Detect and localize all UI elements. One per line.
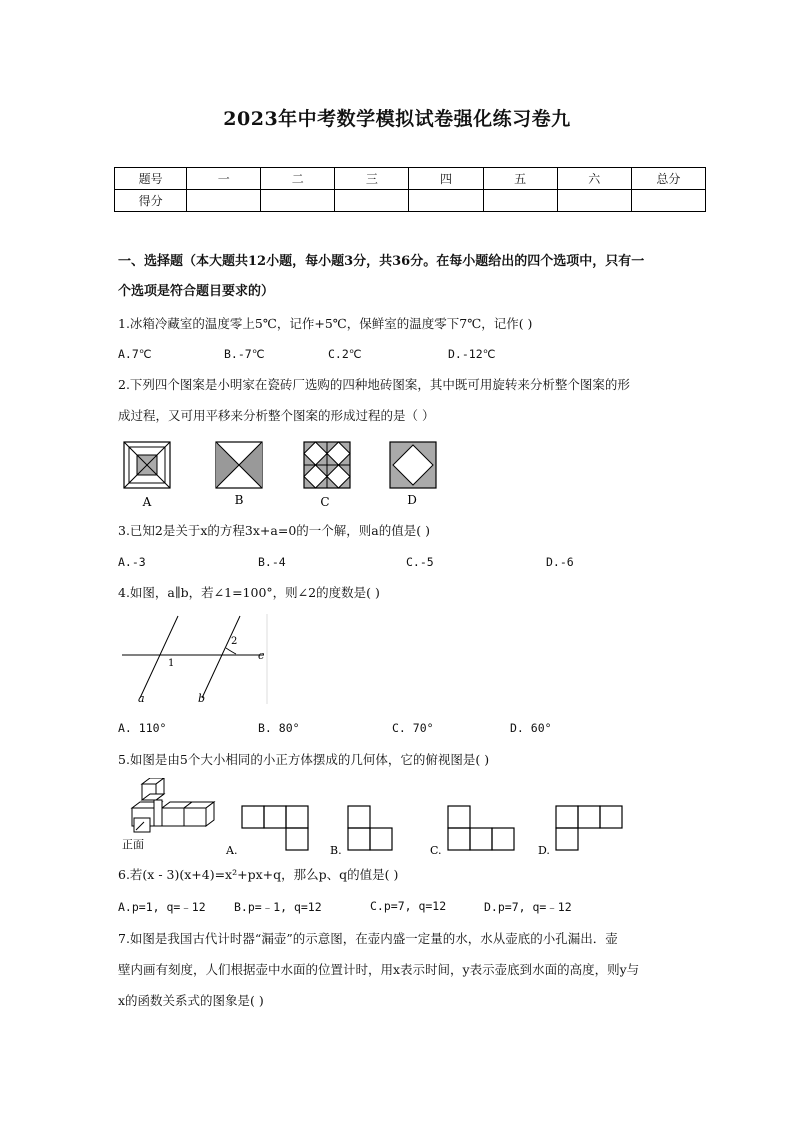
- score-header-cell: 三: [335, 168, 409, 190]
- score-header-cell: 五: [483, 168, 557, 190]
- q3-option-c[interactable]: C.-5: [406, 555, 434, 569]
- score-table: [114, 167, 706, 212]
- score-header-cell: 总分: [631, 168, 705, 190]
- q1-option-d[interactable]: D.-12℃: [448, 347, 496, 361]
- page-title: 2023年中考数学模拟试卷强化练习卷九: [223, 108, 571, 130]
- top-view-option-a-label[interactable]: A.: [226, 844, 238, 857]
- front-view-label: 正面: [122, 838, 144, 851]
- q1-stem: 1.冰箱冷藏室的温度零上5℃，记作+5℃，保鲜室的温度零下7℃，记作( ): [118, 316, 533, 331]
- q1-option-b[interactable]: B.-7℃: [224, 347, 265, 361]
- q2-stem-line2: 成过程，又可用平移来分析整个图案的形成过程的是（ ）: [118, 408, 435, 423]
- score-header-cell: 二: [261, 168, 335, 190]
- top-view-option-c-label[interactable]: C.: [430, 844, 442, 857]
- q6-stem: 6.若(x - 3)(x+4)=x²+px+q，那么p、q的值是( ): [118, 867, 399, 882]
- score-cell[interactable]: [557, 190, 631, 212]
- q2-stem-line1: 2.下列四个图案是小明家在瓷砖厂选购的四种地砖图案，其中既可用旋转来分析整个图案的形: [118, 377, 630, 392]
- score-cell[interactable]: [335, 190, 409, 212]
- top-view-option-b-label[interactable]: B.: [330, 844, 342, 857]
- q6-option-d[interactable]: D.p=7, q=﹣12: [484, 900, 572, 914]
- tile-a-figure: [124, 442, 170, 488]
- q1-option-c[interactable]: C.2℃: [328, 347, 362, 361]
- line-b-label: b: [198, 692, 206, 705]
- line-a-label: a: [138, 692, 145, 705]
- top-view-option-b-figure: [348, 806, 392, 850]
- q4-option-a[interactable]: A. 110°: [118, 721, 167, 735]
- q7-stem-line2: 壁内画有刻度，人们根据壶中水面的位置计时，用x表示时间，y表示壶底到水面的高度，则y与: [118, 962, 640, 977]
- tile-d-label[interactable]: D: [407, 493, 417, 507]
- section-heading-line1: 一、选择题（本大题共12小题，每小题3分，共36分。在每小题给出的四个选项中，只有一: [118, 254, 645, 269]
- tile-c-figure: [304, 442, 350, 488]
- score-row-label: 得分: [115, 190, 187, 212]
- score-cell[interactable]: [409, 190, 483, 212]
- q5-cubes-figure: [118, 778, 638, 858]
- score-cell[interactable]: [187, 190, 261, 212]
- q4-option-d[interactable]: D. 60°: [510, 721, 552, 735]
- angle-2-label: 2: [231, 636, 238, 647]
- q6-option-b[interactable]: B.p=﹣1, q=12: [234, 900, 322, 914]
- top-view-option-c-figure: [448, 806, 514, 850]
- score-table-score-row: [115, 190, 706, 212]
- angle-1-label: 1: [168, 658, 175, 669]
- cube-solid-figure: [132, 778, 214, 832]
- score-header-cell: 一: [187, 168, 261, 190]
- score-cell[interactable]: [631, 190, 705, 212]
- score-table-header-row: [115, 168, 706, 190]
- section-heading-line2: 个选项是符合题目要求的）: [118, 284, 275, 299]
- score-header-cell: 题号: [115, 168, 187, 190]
- top-view-option-a-figure: [242, 806, 308, 850]
- tile-c-label[interactable]: C: [320, 495, 330, 509]
- score-cell[interactable]: [483, 190, 557, 212]
- q7-stem-line3: x的函数关系式的图象是( ): [118, 993, 264, 1008]
- tile-b-figure: [216, 442, 262, 488]
- line-c-label: c: [258, 649, 265, 662]
- q3-option-b[interactable]: B.-4: [258, 555, 286, 569]
- q3-option-d[interactable]: D.-6: [546, 555, 574, 569]
- q4-option-c[interactable]: C. 70°: [392, 721, 434, 735]
- top-view-option-d-figure: [556, 806, 622, 850]
- q4-option-b[interactable]: B. 80°: [258, 721, 300, 735]
- top-view-option-d-label[interactable]: D.: [538, 844, 550, 857]
- q6-option-c[interactable]: C.p=7, q=12: [370, 899, 447, 913]
- q7-stem-line1: 7.如图是我国古代计时器“漏壶”的示意图，在壶内盛一定量的水，水从壶底的小孔漏出．壶: [118, 931, 618, 946]
- score-header-cell: 四: [409, 168, 483, 190]
- q4-stem: 4.如图，a∥b，若∠1=100°，则∠2的度数是( ): [118, 585, 380, 600]
- tile-b-label[interactable]: B: [234, 493, 244, 507]
- q2-tile-figures: [118, 438, 458, 510]
- tile-a-label[interactable]: A: [142, 495, 152, 509]
- score-header-cell: 六: [557, 168, 631, 190]
- q5-stem: 5.如图是由5个大小相同的小正方体摆成的几何体，它的俯视图是( ): [118, 752, 490, 767]
- tile-d-figure: [390, 442, 436, 488]
- q3-option-a[interactable]: A.-3: [118, 555, 146, 569]
- q4-parallel-lines-figure: [118, 612, 270, 706]
- score-cell[interactable]: [261, 190, 335, 212]
- q3-stem: 3.已知2是关于x的方程3x+a=0的一个解，则a的值是( ): [118, 523, 430, 538]
- q1-option-a[interactable]: A.7℃: [118, 347, 152, 361]
- q6-option-a[interactable]: A.p=1, q=﹣12: [118, 900, 206, 914]
